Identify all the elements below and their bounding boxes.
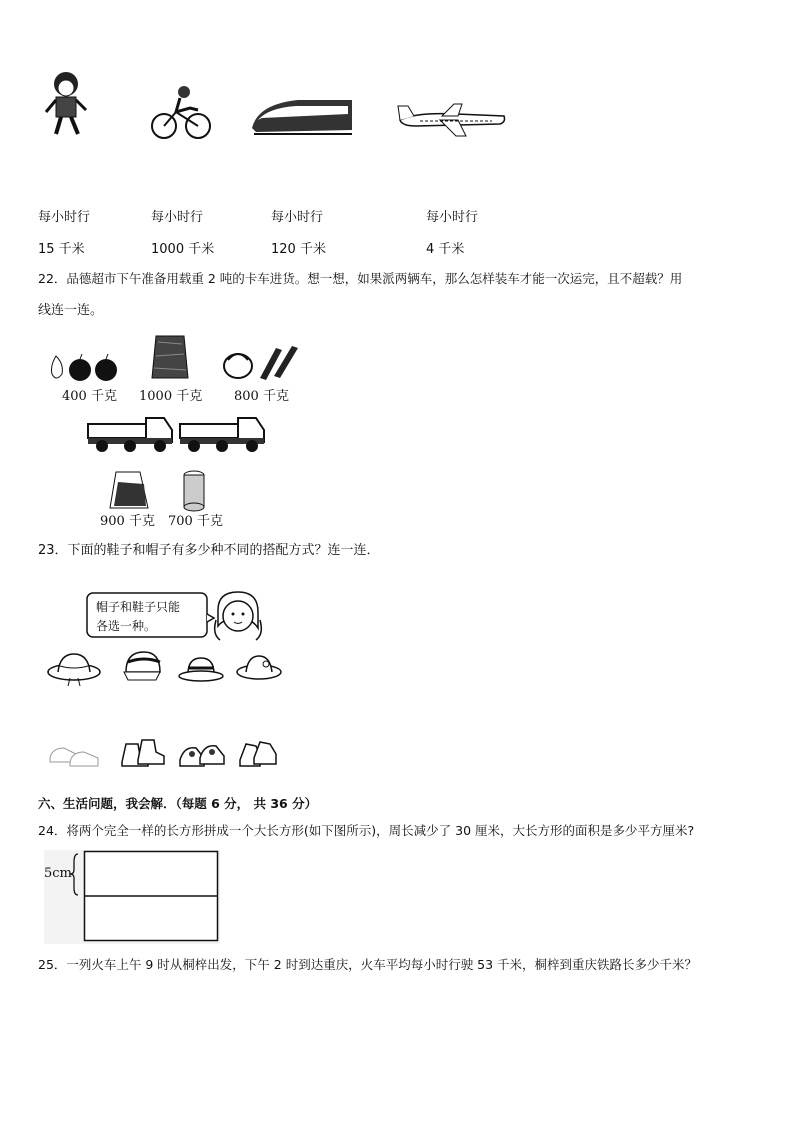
bubble-text-line1: 帽子和鞋子只能 [96, 600, 181, 614]
speed-label-4: 每小时行 [426, 210, 479, 225]
train-image [248, 94, 358, 138]
sack-image [148, 332, 192, 382]
cyclist-image [150, 84, 212, 140]
q22-text-line1: 22．品德超市下午准备用载重 2 吨的卡车进货。想一想，如果派两辆车，那么怎样装车才能一次运完，且不超载？用 [38, 271, 683, 286]
speed-value-2: 1000 千米 [151, 242, 215, 257]
coal-sack-image [106, 468, 152, 512]
shoes-2-image [118, 736, 168, 770]
fruit-image [46, 352, 122, 382]
q24-rectangles [44, 850, 220, 944]
bubble-text-line2: 各选一种。 [96, 619, 157, 633]
hat-1-image [46, 652, 102, 686]
goods-weight-900: 900 千克 [100, 514, 155, 529]
vegetables-image [220, 342, 302, 382]
hat-4-image [236, 652, 282, 682]
shoes-3-image [176, 740, 228, 770]
goods-weight-800: 800 千克 [234, 389, 289, 404]
walking-girl-image [40, 70, 96, 140]
goods-weight-400: 400 千克 [62, 389, 117, 404]
shoes-4-image [236, 738, 280, 770]
truck-2-image [178, 414, 268, 454]
speed-label-3: 每小时行 [271, 210, 324, 225]
goods-weight-700: 700 千克 [168, 514, 223, 529]
q22-text-line2: 线连一连。 [38, 303, 104, 318]
hat-3-image [178, 656, 224, 682]
speed-label-1: 每小时行 [38, 210, 91, 225]
speed-value-1: 15 千米 [38, 242, 85, 257]
q24-dimension-label: 5cm [44, 866, 72, 881]
airplane-image [396, 100, 508, 140]
hat-2-cap-image [120, 650, 164, 684]
section-6-title: 六、生活问题，我会解．（每题 6 分， 共 36 分） [38, 796, 318, 811]
q25-text: 25．一列火车上午 9 时从桐梓出发，下午 2 时到达重庆，火车平均每小时行驶 53 千米，桐梓到重庆铁路长多少千米？ [38, 957, 698, 972]
speed-value-4: 4 千米 [426, 242, 465, 257]
truck-1-image [86, 414, 176, 454]
goods-weight-1000: 1000 千克 [139, 389, 203, 404]
q23-text: 23．下面的鞋子和帽子有多少种不同的搭配方式？连一连． [38, 543, 380, 558]
shoes-1-image [46, 740, 102, 770]
barrel-image [182, 470, 206, 512]
q24-text: 24．将两个完全一样的长方形拼成一个大长方形(如下图所示)，周长减少了 30 厘米，大长方形的面积是多少平方厘米? [38, 823, 695, 838]
speed-label-2: 每小时行 [151, 210, 204, 225]
speed-value-3: 120 千米 [271, 242, 326, 257]
girl-face-image [212, 590, 262, 642]
